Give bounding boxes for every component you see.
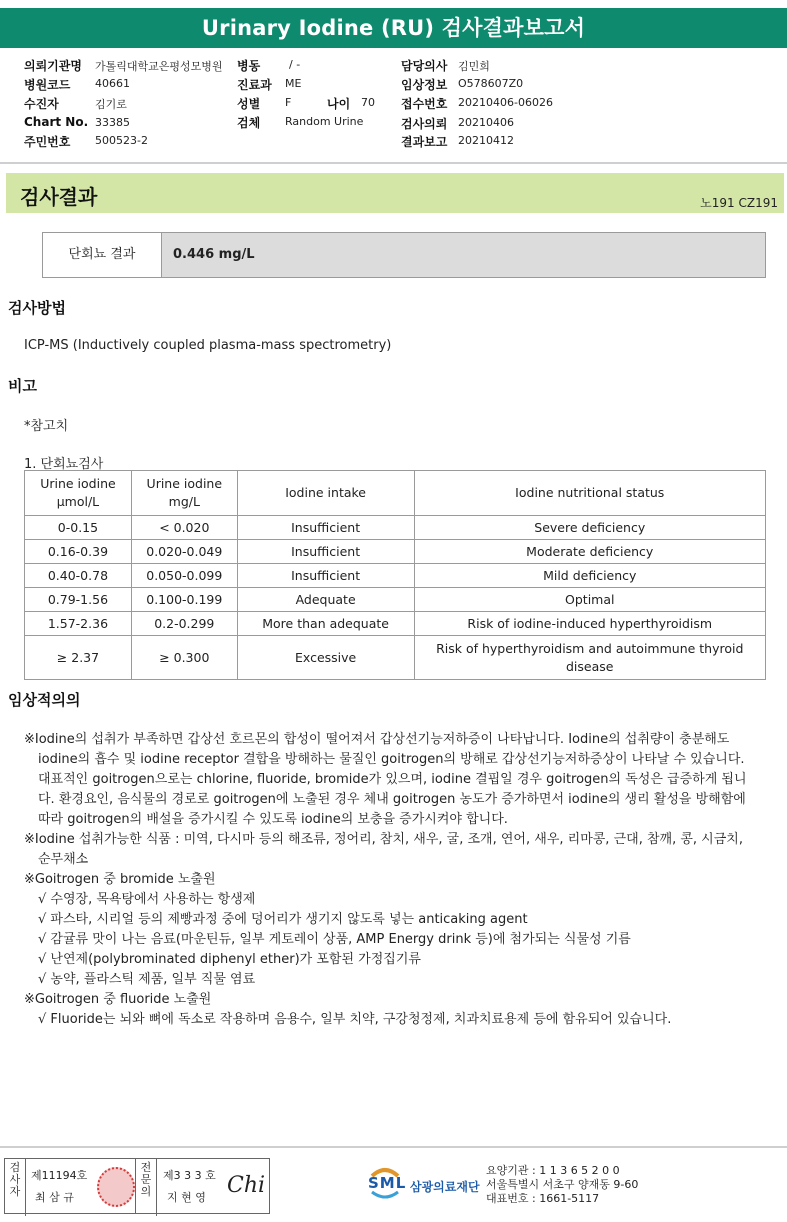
clinical-notes	[24, 730, 754, 1030]
cell-mg: ≥ 0.300	[131, 636, 237, 680]
hospital-value: 가톨릭대학교은평성모병원	[95, 60, 223, 73]
request-label: 검사의뢰	[401, 117, 448, 131]
clinical-value: O578607Z0	[458, 77, 524, 90]
clinical-paragraph-2: 대표적인 goitrogen으로는 chlorine, fluoride, bromide가 있으며, iodine 결핍일 경우 goitrogen의 독성은 급증하게 됩니다. 환경요인, 음식물의 경로로 goitrogen에 노출된 경우 체내 goitrogen 농도가 증가하면서 iodine의 생리 활성을 방해함에 따라 goitrogen의 배설을 증가시킬 수 있도록 iodine의 보충을 증가시켜야 합니다.	[38, 772, 747, 827]
receipt-value: 20210406-06026	[458, 96, 553, 109]
signature: Chi	[227, 1173, 266, 1198]
cell-mg: 0.2-0.299	[131, 612, 237, 636]
sex-value: F	[285, 96, 292, 109]
bromide-title: ※Goitrogen 중 bromide 노출원	[24, 872, 216, 887]
cell-intake: Excessive	[237, 636, 414, 680]
list-item: √ 농약, 플라스틱 제품, 일부 직물 염료	[38, 972, 256, 987]
remarks-title: 비고	[8, 377, 37, 395]
method-title: 검사방법	[8, 299, 66, 317]
sml-logo-text: SML	[368, 1174, 407, 1192]
cell-intake: Adequate	[237, 588, 414, 612]
list-item: √ 수영장, 목욕탕에서 사용하는 항생제	[38, 892, 256, 907]
clinical-title: 임상적의의	[8, 691, 81, 709]
doctor-value: 김민희	[458, 60, 490, 73]
cell-mg: 0.100-0.199	[131, 588, 237, 612]
results-section-code: 노191 CZ191	[700, 196, 778, 210]
header-urine-mg: Urine iodine mg/L	[131, 471, 237, 516]
patient-value: 김기로	[95, 98, 127, 111]
table-row	[25, 564, 766, 588]
cell-intake: Insufficient	[237, 564, 414, 588]
ward-label: 병동	[237, 59, 261, 73]
cell-umol: ≥ 2.37	[25, 636, 132, 680]
age-value: 70	[361, 96, 375, 109]
ward-value: / -	[289, 58, 301, 71]
patient-info-panel	[0, 50, 787, 164]
list-item: √ 감귤류 맛이 나는 음료(마운틴듀, 일부 게토레이 상품, AMP Energy drink 등)에 첨가되는 식물성 기름	[38, 932, 631, 947]
table-row	[25, 540, 766, 564]
report-footer	[0, 1146, 787, 1222]
examiner-license: 제11194호	[31, 1169, 88, 1182]
examiner-name: 최 삼 규	[35, 1191, 74, 1204]
table-row	[25, 588, 766, 612]
list-item: √ 난연제(polybrominated diphenyl ether)가 포함된 가정집기류	[38, 952, 421, 967]
cell-status: Severe deficiency	[414, 516, 766, 540]
result-value: 0.446 mg/L	[173, 247, 255, 262]
cell-umol: 0.79-1.56	[25, 588, 132, 612]
hospital-label: 의뢰기관명	[24, 59, 82, 73]
signature-box	[4, 1158, 270, 1214]
table-row	[25, 516, 766, 540]
report-label: 결과보고	[401, 135, 448, 149]
age-label: 나이	[327, 97, 351, 111]
method-text: ICP-MS (Inductively coupled plasma-mass spectrometry)	[24, 338, 392, 353]
cell-mg: 0.050-0.099	[131, 564, 237, 588]
cell-intake: More than adequate	[237, 612, 414, 636]
clinical-label: 임상정보	[401, 78, 448, 92]
hosp-code-value: 40661	[95, 77, 130, 90]
cell-status: Risk of hyperthyroidism and autoimmune thyroid disease	[414, 636, 766, 680]
header-intake: Iodine intake	[237, 471, 414, 516]
rrn-value: 500523-2	[95, 134, 148, 147]
examiner-seal	[97, 1167, 135, 1207]
result-label: 단회뇨 결과	[43, 233, 162, 277]
cell-umol: 1.57-2.36	[25, 612, 132, 636]
cell-umol: 0.16-0.39	[25, 540, 132, 564]
specialist-license: 제3 3 3 호	[163, 1169, 216, 1182]
rrn-label: 주민번호	[24, 135, 71, 149]
cell-intake: Insufficient	[237, 516, 414, 540]
ref-table-title: 1. 단회뇨검사	[24, 457, 104, 472]
request-value: 20210406	[458, 116, 514, 129]
header-urine-umol: Urine iodine µmol/L	[25, 471, 132, 516]
examiner-label: 검사자	[5, 1159, 26, 1216]
results-section-header	[6, 173, 784, 213]
cell-mg: 0.020-0.049	[131, 540, 237, 564]
chart-value: 33385	[95, 116, 130, 129]
org-phone: 대표번호 : 1661-5117	[486, 1192, 600, 1205]
sex-label: 성별	[237, 97, 261, 111]
list-item: √ 파스타, 시리얼 등의 제빵과정 중에 덩어리가 생기지 않도록 넣는 anticaking agent	[38, 912, 528, 927]
dept-value: ME	[285, 77, 302, 90]
dept-label: 진료과	[237, 78, 272, 92]
clinical-paragraph-1: ※Iodine의 섭취가 부족하면 갑상선 호르몬의 합성이 떨어져서 갑상선기능저하증이 나타납니다. Iodine의 섭취량이 충분해도 iodine의 흡수 및 iodine receptor 결합을 방해하는 물질인 goitrogen의 방해로 갑상선기능저하증상이 나타날 수 있습니다.	[24, 732, 745, 767]
doctor-label: 담당의사	[401, 59, 448, 73]
cell-intake: Insufficient	[237, 540, 414, 564]
cell-status: Mild deficiency	[414, 564, 766, 588]
care-institution: 요양기관 : 1 1 3 6 5 2 0 0	[486, 1164, 620, 1177]
list-item: √ Fluoride는 뇌와 뼈에 독소로 작용하며 음용수, 일부 치약, 구강청정제, 치과치료용제 등에 함유되어 있습니다.	[38, 1012, 672, 1027]
org-address: 서울특별시 서초구 양재동 9-60	[486, 1178, 639, 1191]
cell-umol: 0-0.15	[25, 516, 132, 540]
cell-umol: 0.40-0.78	[25, 564, 132, 588]
table-row	[25, 636, 766, 680]
cell-mg: < 0.020	[131, 516, 237, 540]
specialist-label: 전문의	[136, 1159, 157, 1216]
reference-label: *참고치	[24, 419, 69, 434]
cell-status: Risk of iodine-induced hyperthyroidism	[414, 612, 766, 636]
patient-label: 수진자	[24, 97, 59, 111]
specimen-label: 검체	[237, 116, 261, 130]
receipt-label: 접수번호	[401, 97, 448, 111]
chart-label: Chart No.	[24, 115, 89, 129]
report-title: Urinary Iodine (RU) 검사결과보고서	[0, 8, 787, 48]
cell-status: Optimal	[414, 588, 766, 612]
report-value: 20210412	[458, 134, 514, 147]
specimen-value: Random Urine	[285, 115, 364, 128]
cell-status: Moderate deficiency	[414, 540, 766, 564]
results-section-title: 검사결과	[20, 185, 98, 209]
result-box	[42, 232, 766, 278]
specialist-name: 지 현 영	[167, 1191, 206, 1204]
table-row	[25, 612, 766, 636]
header-status: Iodine nutritional status	[414, 471, 766, 516]
ref-table-header	[25, 471, 766, 516]
clinical-foods: ※Iodine 섭취가능한 식품 : 미역, 다시마 등의 해조류, 정어리, 참치, 새우, 굴, 조개, 연어, 새우, 리마콩, 근대, 참깨, 콩, 시금치, 순무채소	[24, 832, 743, 867]
hosp-code-label: 병원코드	[24, 78, 71, 92]
org-name: 삼광의료재단	[410, 1180, 480, 1194]
org-contact	[486, 1164, 638, 1206]
reference-table	[24, 470, 766, 680]
fluoride-title: ※Goitrogen 중 fluoride 노출원	[24, 992, 212, 1007]
